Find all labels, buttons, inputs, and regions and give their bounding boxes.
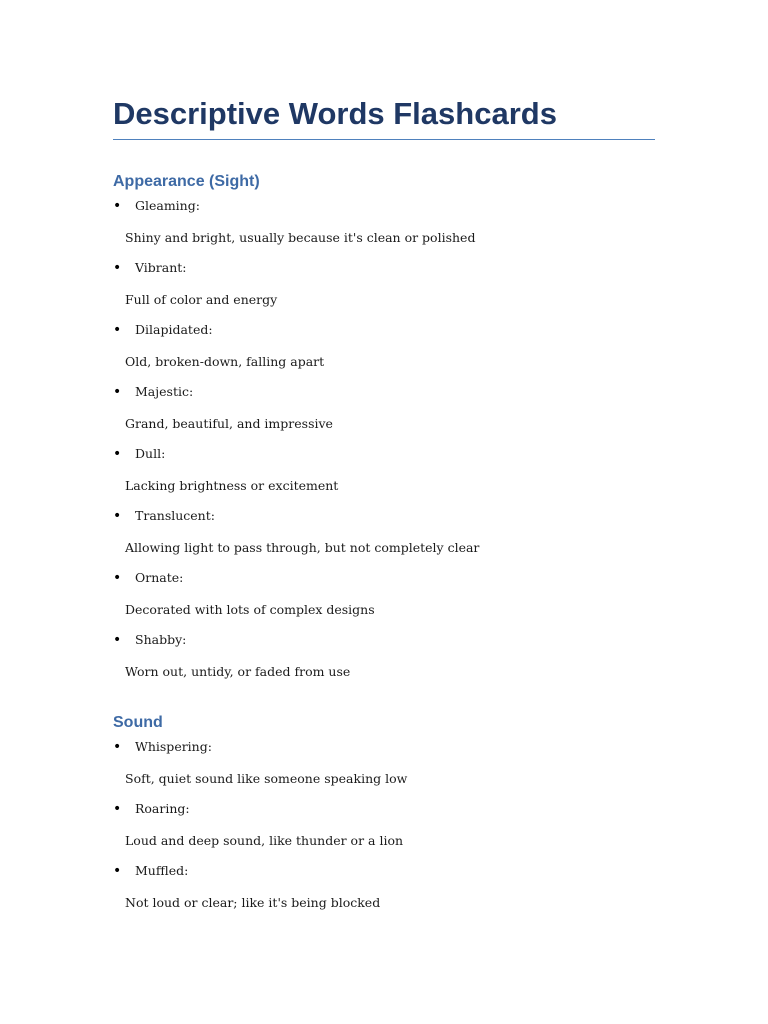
list-item <box>113 504 655 528</box>
term-label: Muffled: <box>135 863 189 878</box>
flashcard-entry <box>113 735 655 791</box>
term-label: Vibrant: <box>135 260 187 275</box>
list-item <box>113 442 655 466</box>
bullet-icon: • <box>113 446 122 462</box>
term-label: Shabby: <box>135 632 187 647</box>
flashcard-entry <box>113 504 655 560</box>
term-label: Dilapidated: <box>135 322 213 337</box>
term-definition: Allowing light to pass through, but not completely clear <box>125 540 480 555</box>
list-item <box>113 318 655 342</box>
list-item <box>113 797 655 821</box>
bullet-icon: • <box>113 570 122 586</box>
list-item <box>113 859 655 883</box>
bullet-icon: • <box>113 198 122 214</box>
term-definition: Shiny and bright, usually because it's clean or polished <box>125 230 476 245</box>
document-title: Descriptive Words Flashcards <box>113 96 557 131</box>
bullet-icon: • <box>113 801 122 817</box>
term-definition: Not loud or clear; like it's being blocked <box>125 895 381 910</box>
list-item <box>113 566 655 590</box>
section-sound <box>113 713 655 915</box>
term-label: Majestic: <box>135 384 194 399</box>
list-item <box>113 194 655 218</box>
flashcard-entry <box>113 859 655 915</box>
bullet-icon: • <box>113 508 122 524</box>
flashcard-entry <box>113 380 655 436</box>
section-appearance <box>113 172 655 684</box>
section-heading: Appearance (Sight) <box>113 173 260 190</box>
flashcard-entry <box>113 442 655 498</box>
bullet-icon: • <box>113 322 122 338</box>
flashcard-entry <box>113 194 655 250</box>
title-underline-rule <box>113 139 655 140</box>
bullet-icon: • <box>113 632 122 648</box>
flashcard-entry <box>113 797 655 853</box>
list-item <box>113 628 655 652</box>
term-definition: Full of color and energy <box>125 292 278 307</box>
bullet-icon: • <box>113 384 122 400</box>
bullet-icon: • <box>113 739 122 755</box>
flashcard-entry <box>113 628 655 684</box>
term-label: Translucent: <box>135 508 215 523</box>
term-definition: Lacking brightness or excitement <box>125 478 339 493</box>
document-page <box>113 92 655 921</box>
term-label: Dull: <box>135 446 166 461</box>
term-definition: Grand, beautiful, and impressive <box>125 416 333 431</box>
flashcard-entry <box>113 256 655 312</box>
flashcard-entry <box>113 566 655 622</box>
term-definition: Soft, quiet sound like someone speaking low <box>125 771 408 786</box>
term-definition: Decorated with lots of complex designs <box>125 602 375 617</box>
flashcard-entry <box>113 318 655 374</box>
list-item <box>113 735 655 759</box>
section-heading: Sound <box>113 714 163 731</box>
sections-container <box>113 172 655 915</box>
list-item <box>113 380 655 404</box>
term-definition: Old, broken-down, falling apart <box>125 354 325 369</box>
term-label: Roaring: <box>135 801 190 816</box>
term-definition: Worn out, untidy, or faded from use <box>125 664 351 679</box>
term-label: Whispering: <box>135 739 212 754</box>
term-label: Gleaming: <box>135 198 200 213</box>
bullet-icon: • <box>113 863 122 879</box>
bullet-icon: • <box>113 260 122 276</box>
list-item <box>113 256 655 280</box>
term-label: Ornate: <box>135 570 184 585</box>
term-definition: Loud and deep sound, like thunder or a lion <box>125 833 404 848</box>
